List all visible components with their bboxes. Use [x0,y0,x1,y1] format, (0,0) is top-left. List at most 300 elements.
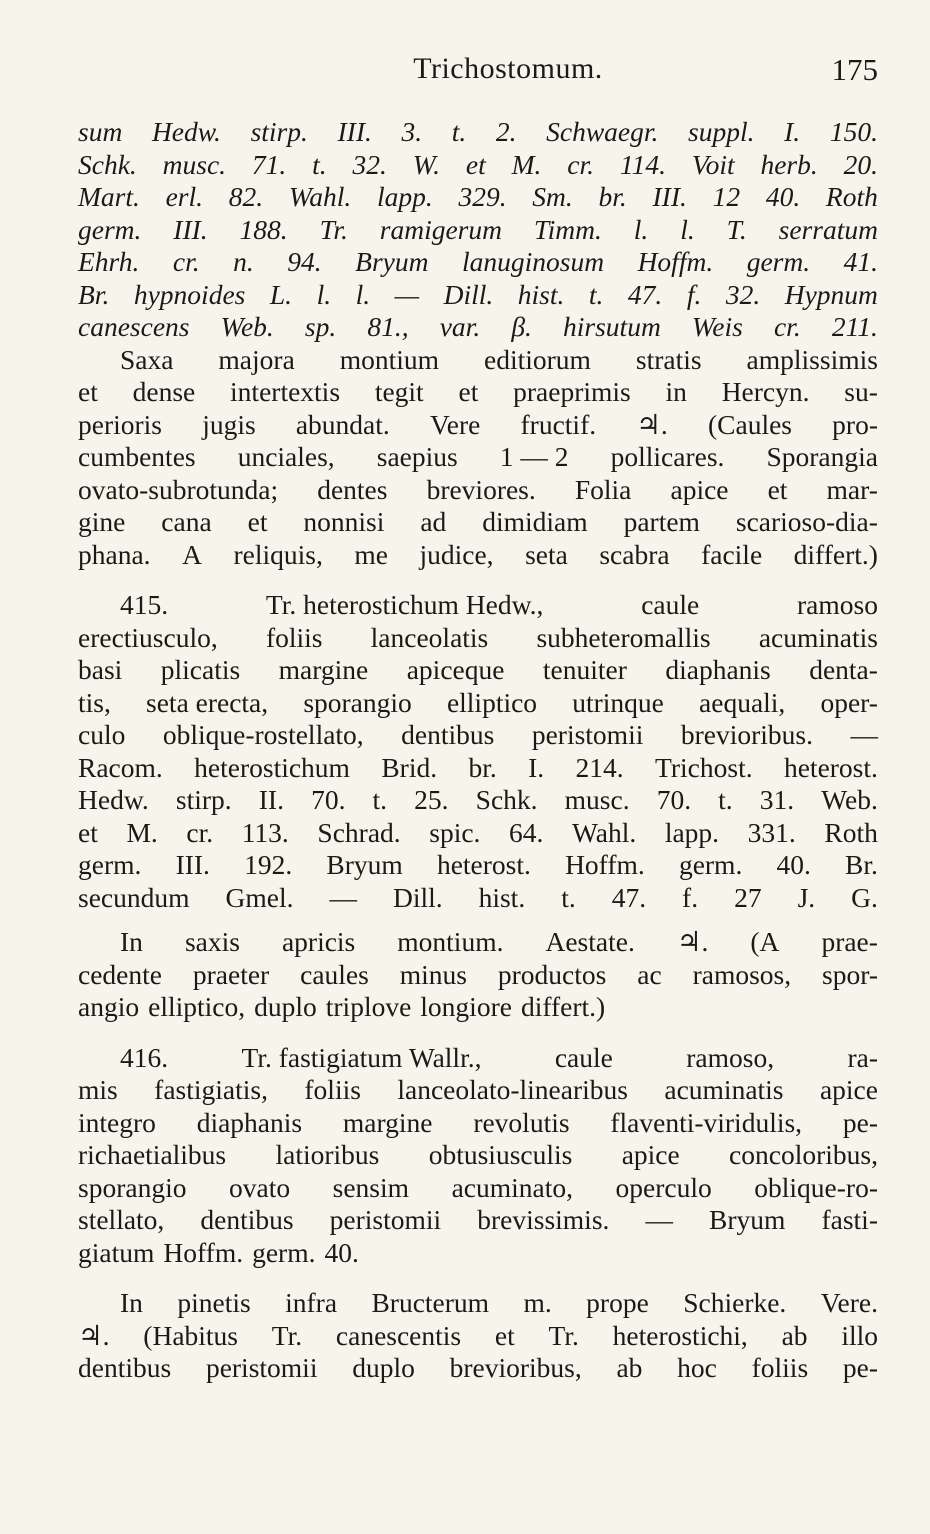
word: 113. [241,816,289,848]
word: denta- [809,654,878,685]
word: heterostichum [194,751,350,783]
text-line [78,1204,878,1237]
word: Bryum [355,246,429,277]
text-line [78,622,878,655]
word: 20. [843,148,878,180]
word: lanceolato-linearibus [397,1074,628,1105]
word: Weis [691,311,743,342]
word: hist. [478,881,526,913]
word: 416. [120,1041,169,1073]
word: abundat. [295,408,390,440]
word: unciales, [237,441,335,472]
word: herb. [760,148,818,180]
word: 27 [734,881,762,913]
word: 47. [627,278,663,310]
word: Roth [824,816,878,848]
word: pollicares. [610,441,725,472]
text-line [78,181,878,214]
word: mar- [826,473,878,505]
word: Saxa [120,343,174,375]
word: apice [819,1074,878,1105]
word: hoc [677,1352,717,1383]
word: I. [784,116,801,147]
word: Tr. heterostichum Hedw., [265,589,544,620]
word: Wahl. [572,816,637,848]
word: aequali, [699,686,786,718]
word: lapp. [664,816,720,848]
word: diaphanis [665,654,771,685]
text-line [78,116,878,149]
page-header [78,52,878,92]
word: breviores. [426,473,536,505]
word: peristomii [329,1204,442,1235]
text-line [78,752,878,785]
word: tenuiter [542,654,627,685]
word: jugis [202,408,256,440]
word: T. [726,213,747,245]
word: Racom. [78,751,163,783]
word: serratum [778,213,878,245]
word: 415. [120,589,169,620]
text-line [78,1352,878,1385]
word: brevioribus. [680,719,813,750]
text-line [78,991,878,1024]
word: foliis [751,1352,809,1383]
word: br. [468,751,497,783]
word: pe- [842,1106,878,1138]
word: In [120,1287,143,1318]
page-number: 175 [831,52,878,87]
word: me [354,538,388,570]
word: l. [355,278,371,310]
word: 25. [414,784,449,815]
word: judice, [419,538,494,570]
word: 2. [495,116,517,147]
word: t. [451,116,467,147]
word: culo [78,719,126,750]
word: Schk. [475,784,538,815]
word: ovato [229,1171,291,1203]
word: tis, [78,686,111,718]
word: margine [278,654,369,685]
word: revolutis [473,1106,570,1138]
word: m. [523,1287,552,1318]
text-line [78,1287,878,1320]
text-line [78,376,878,409]
word: Bructerum [371,1287,490,1318]
paragraph [78,344,878,572]
word: Hoffm. [637,246,714,277]
word: 331. [747,816,796,848]
word: caule [554,1041,613,1073]
word: et [458,376,479,407]
word: dentibus [78,1352,172,1383]
paragraph [78,1287,878,1385]
word: germ. [78,849,142,880]
word: stirp. [250,116,308,147]
word: Br. [845,849,878,880]
word: 70. [656,784,692,815]
word: cr. [186,816,214,848]
word: differt.) [793,538,878,570]
word: germ. [78,213,142,245]
word: t. [718,784,733,815]
word: nonnisi [303,506,385,537]
word: et [767,473,788,505]
word: cumbentes [78,441,196,472]
word: 64. [509,816,544,848]
word: ramoso, [686,1041,775,1073]
word: I. [528,751,545,783]
word: dense [132,376,196,407]
word: l. [316,278,332,310]
word: III. [652,181,687,212]
word: 71. [251,148,287,180]
word: et [494,1319,515,1351]
word: germ. [746,246,811,277]
word: Timm. [533,213,602,245]
word: acuminatis [664,1074,784,1105]
text-line [78,214,878,247]
word: Dill. [443,278,494,310]
word: Roth [825,181,878,212]
word: ramosos, [692,958,792,990]
word: ra- [847,1041,878,1073]
word: dimidiam [482,506,588,537]
word: — [850,719,878,750]
word: Hedw. [78,784,149,815]
word: ramoso [797,589,878,620]
word: fasti- [821,1204,878,1235]
word: erl. [165,181,204,212]
word: f. [682,881,699,913]
word: stirp. [175,784,232,815]
word: in [665,376,687,407]
word: sum [78,116,123,147]
word: Mart. [78,181,140,212]
word: phana. [78,538,151,570]
word: L. [269,278,293,310]
word: latioribus [275,1139,380,1170]
word: et [465,148,486,180]
word: Schwaegr. [546,116,659,147]
word: reliquis, [233,538,323,570]
word: Hercyn. [721,376,810,407]
text-line [78,784,878,817]
word: — [329,881,357,913]
word: basi [78,654,123,685]
word: partem [623,506,700,537]
text-line [78,589,878,622]
word: et [78,816,98,848]
word: fructif. [520,408,597,440]
word: flaventi-viridulis, [610,1106,803,1138]
word: secundum [78,881,190,913]
word: minus [399,958,467,990]
word: cr. [773,311,801,342]
word: caule [641,589,700,620]
word: productos [497,958,607,990]
word: oblique-ro- [754,1171,878,1203]
word: angio [78,991,140,1022]
word: hirsutum [563,311,661,342]
paragraph-gap [78,571,878,589]
word: Hoffm. [163,1236,244,1268]
word: 329. [458,181,507,212]
word: lapp. [376,181,433,212]
word: stratis [635,343,702,375]
word: Brid. [381,751,438,783]
text-line [78,817,878,850]
word: Folia [574,473,632,505]
word: Tr. [548,1319,579,1351]
text-line [78,539,878,572]
text-line [78,409,878,442]
word: III. [173,213,208,245]
word: operculo [615,1171,712,1203]
word: duplo [254,991,317,1022]
paragraph [78,116,878,344]
word: stellato, [78,1204,165,1235]
word: br. [598,181,627,212]
word: amplissimis [746,343,878,375]
word: Web. [821,784,878,815]
word: 192. [244,849,293,880]
word: peristomii [531,719,644,750]
word: montium. [397,926,504,957]
word: brevissimis. [477,1204,610,1235]
word: 41. [843,246,878,277]
word: foliis [304,1074,361,1105]
word: Vere [429,408,481,440]
word: dentibus [401,719,495,750]
word: Voit [691,148,735,180]
word: pinetis [177,1287,251,1318]
word: f. [686,278,702,310]
word: M. [126,816,158,848]
word: praeter [192,958,270,990]
word: In [120,926,143,957]
word: 81., [367,311,409,342]
text-line [78,849,878,882]
text-line [78,926,878,959]
word: prope [586,1287,649,1318]
word: saxis [184,926,240,957]
word: perioris [78,408,163,440]
word: 12 [712,181,741,212]
word: III. [175,849,210,880]
word: 70. [311,784,346,815]
word: suppl. [688,116,755,147]
word: (A [750,926,780,957]
paragraph [78,1042,878,1270]
word: Sm. [532,181,573,212]
word: ab [781,1319,808,1351]
word: dentibus [200,1204,294,1235]
paragraph-gap [78,1269,878,1287]
word: (Habitus [143,1319,239,1351]
word: integro [78,1106,156,1138]
word: sporangio [78,1171,187,1203]
word: ♃. [636,408,668,440]
word: Schierke. [683,1287,787,1318]
text-line [78,1320,878,1353]
word: sp. [304,311,337,342]
text-line [78,687,878,720]
word: majora [218,343,295,375]
word: l. [680,213,695,245]
word: Hedw. [151,116,221,147]
word: elliptico [446,686,538,718]
word: ab [616,1352,643,1383]
word: Dill. [392,881,443,913]
word: ♃. [676,926,709,957]
word: 32. [352,148,387,180]
text-line [78,441,878,474]
word: saepius [376,441,458,472]
text-line [78,1107,878,1140]
word: β. [511,311,532,342]
word: cana [161,506,212,537]
word: Schk. [78,148,137,180]
text-line [78,959,878,992]
word: foliis [265,621,323,653]
text-line [78,1074,878,1107]
word: Br. [78,278,110,310]
word: et [78,376,98,407]
word: 94. [287,246,322,277]
word: pe- [842,1352,878,1383]
word: M. [511,148,542,180]
word: Schrad. [317,816,401,848]
word: spic. [429,816,481,848]
word: apricis [281,926,356,957]
word: A [182,538,202,570]
word: 82. [228,181,264,212]
word: 214. [575,751,624,783]
word: pro- [832,408,878,440]
word: margine [342,1106,433,1138]
word: erectiusculo, [78,621,218,653]
word: Ehrh. [78,246,140,277]
word: ac [637,958,662,990]
word: Tr. fastigiatum Wallr., [241,1041,482,1073]
word: l. [633,213,649,245]
word: fastigiatis, [154,1074,268,1105]
word: 188. [239,213,288,245]
word: caules [300,958,369,990]
word: cedente [78,958,162,990]
word: lanuginosum [461,246,605,277]
word: Wahl. [288,181,352,212]
word: 211. [831,311,878,342]
word: 31. [759,784,795,815]
word: 150. [829,116,878,147]
word: plicatis [160,654,241,685]
word: richaetialibus [78,1139,227,1170]
word: 3. [401,116,423,147]
word: intertextis [230,376,341,407]
word: — [645,1204,673,1235]
word: Gmel. [225,881,294,913]
page-body [78,116,878,1385]
word: II. [258,784,284,815]
word: Aestate. [545,926,635,957]
word: gine [78,506,126,537]
word: 40. [776,849,811,880]
text-line [78,882,878,915]
text-line [78,654,878,687]
text-line [78,311,878,344]
word: t. [372,784,388,815]
word: Web. [220,311,274,342]
word: elliptico, [148,991,246,1022]
word: utrinque [572,686,664,718]
word: t. [312,148,327,180]
word: Sporangia [766,441,878,472]
word: musc. [162,148,227,180]
word: var. [439,311,481,342]
word: giatum [78,1236,155,1268]
word: mis [78,1074,118,1105]
word: dentes [317,473,388,505]
word: Hypnum [784,278,878,310]
word: germ. [678,849,743,880]
running-title: Trichostomum. [413,52,603,85]
text-line [78,149,878,182]
word: Trichost. [655,751,753,783]
word: apiceque [406,654,505,685]
word: — [394,278,420,310]
word: cr. [172,246,200,277]
word: Vere. [820,1287,878,1318]
text-line [78,246,878,279]
word: infra [285,1287,338,1318]
word: subheteromallis [536,621,711,653]
word: sensim [332,1171,410,1203]
word: sporangio [303,686,412,718]
word: praeprimis [513,376,631,407]
word: seta [525,538,568,570]
word: ad [420,506,447,537]
word: obtusiusculis [428,1139,573,1170]
word: 32. [725,278,761,310]
text-line [78,1237,878,1270]
word: facile [701,538,763,570]
word: Hoffm. [565,849,645,880]
word: editiorum [484,343,591,375]
word: apice [670,473,729,505]
word: heterost. [436,849,531,880]
word: Tr. [319,213,348,245]
word: W. [412,148,441,180]
word: differt.) [520,991,606,1022]
word: diaphanis [196,1106,303,1138]
word: scabra [599,538,670,570]
word: heterostichi, [612,1319,748,1351]
word: illo [841,1319,878,1351]
word: acuminato, [451,1171,573,1203]
paragraph-gap [78,914,878,926]
text-line [78,719,878,752]
word: ramigerum [379,213,502,245]
word: G. [851,881,878,913]
word: 47. [611,881,647,913]
word: canescens [78,311,190,342]
word: acuminatis [758,621,878,653]
word: canescentis [335,1319,462,1351]
word: montium [339,343,440,375]
